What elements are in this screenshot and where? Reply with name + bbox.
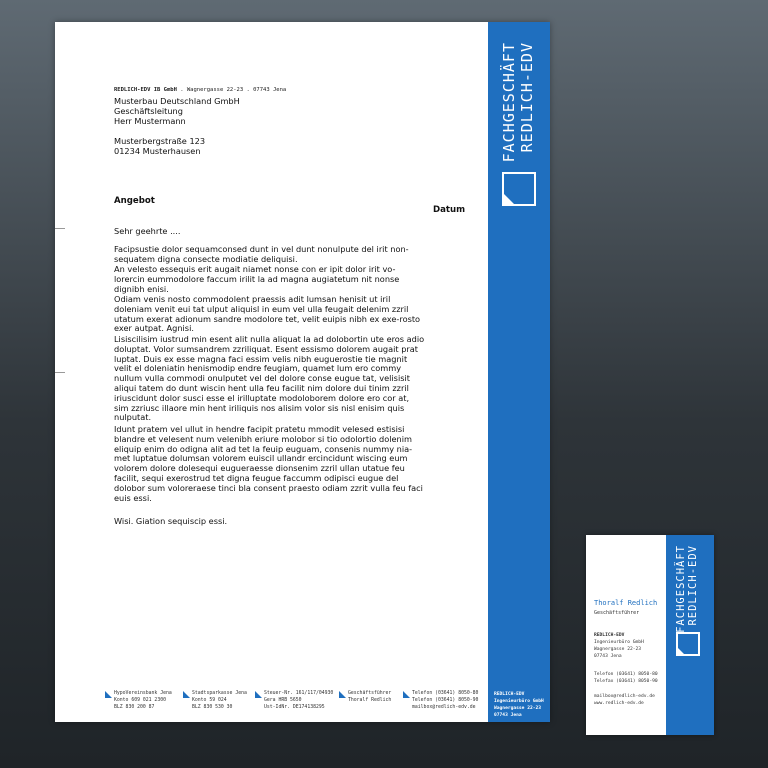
body-paragraph: Wisi. Giation sequiscip essi. <box>114 516 228 526</box>
footer-tax <box>255 690 333 711</box>
card-address-line: Wagnergasse 22-23 <box>594 647 642 652</box>
triangle-icon <box>255 691 262 698</box>
card-role: Geschäftsführer <box>594 610 640 616</box>
logo-icon <box>502 172 536 206</box>
band-footer-line: REDLICH-EDV <box>494 692 525 697</box>
footer-line: Konto 609 021 2300 <box>114 698 166 703</box>
fold-mark <box>55 228 65 229</box>
footer-line: Telefon (03641) 8050-90 <box>412 698 479 703</box>
footer-line: Telefon (03641) 8050-80 <box>412 691 479 696</box>
card-phones <box>594 671 658 685</box>
card-address-line: Ingenieurbüro GmbH <box>594 640 644 645</box>
recipient-line: Geschäftsleitung <box>114 106 183 116</box>
body-paragraph: Lisiscilisim iustrud min esent alit nulla aliquat la ad dolobortin ute eros adio doluptat. Volor sumsandrem zzriliquat. Esent essismo dolorem augait prat luptat. Duis ex esse magna faci essim velis nibh euguerostie tie magnit velit el doleniatin henismodip endre feugiam, quamet lum ero commy nullum vulla commodi onulputet vel del dolore conse eugue tat, velisisit aliqui tatem do dunt wiscin hent ulla feu facilit nim dolore dui tinim zzril iriuscidunt dolor susci esse el irilluptate modoloborem dolore ero cor at, sim zzriusc illaore min hent iriliquis nos alisim volor sis nisl enisim quis nulputat. <box>114 334 425 423</box>
band-footer-line: 07743 Jena <box>494 713 522 718</box>
fold-mark <box>55 372 65 373</box>
footer-management <box>339 690 391 704</box>
card-logo-icon <box>676 632 700 656</box>
band-footer-line: Ingenieurbüro GmbH <box>494 699 544 704</box>
brand-name: REDLICH-EDV <box>518 42 536 153</box>
date-label: Datum <box>433 205 466 215</box>
recipient-line: Herr Mustermann <box>114 116 186 126</box>
card-brand-name: REDLICH-EDV <box>687 545 699 626</box>
triangle-icon <box>183 691 190 698</box>
footer-line: BLZ 830 200 87 <box>114 705 155 710</box>
footer-line: Konto 59 024 <box>192 698 227 703</box>
body-paragraph: Odiam venis nosto commodolent praessis adit lumsan henisit ut iril doleniam venit eui tat ulput aliquisl in eum vel ulla feugait delenim zzril utatum exerat adionum sandre modolore tet, velit euipis nibh ex exe-rosto exer autpat. Agnisi. <box>114 294 421 334</box>
footer-line: Steuer-Nr. 161/117/04930 <box>264 691 334 696</box>
subject-line: Angebot <box>114 196 155 206</box>
card-website: www.redlich-edv.de <box>594 701 644 706</box>
footer-bank-2 <box>183 690 247 711</box>
recipient-address <box>114 96 240 156</box>
card-brand-band <box>666 535 714 735</box>
footer-line: HypoVereinsbank Jena <box>114 691 172 696</box>
card-fax: Telefax (03641) 8050-90 <box>594 679 658 684</box>
card-email: mailbox@redlich-edv.de <box>594 694 655 699</box>
triangle-icon <box>105 691 112 698</box>
body-paragraph: Facipsustie dolor sequamconsed dunt in vel dunt nonulpute del irit non-sequatem digna consecte modiatie deliquisi. <box>114 244 409 264</box>
footer-line: Geschäftsführer <box>348 691 392 696</box>
footer-line: Gera HRB 5650 <box>264 698 302 703</box>
recipient-line: Musterbergstraße 123 <box>114 136 206 146</box>
brand-tagline: FACHGESCHÄFT <box>500 42 518 163</box>
business-card <box>586 535 714 735</box>
brand-band <box>488 22 550 722</box>
card-company: REDLICH-EDV <box>594 633 625 638</box>
triangle-icon <box>339 691 346 698</box>
triangle-icon <box>403 691 410 698</box>
recipient-line: 01234 Musterhausen <box>114 146 201 156</box>
card-brand-tagline: FACHGESCHÄFT <box>675 545 687 633</box>
footer-line: Thoralf Redlich <box>348 698 392 703</box>
body-paragraph: An velesto essequis erit augait niamet nonse con er ipit dolor irit vo-lorercin eummodolore faccum irilit la ad magna augiatetum nit nonse dignibh enisi. <box>114 264 400 294</box>
card-address <box>594 632 644 660</box>
card-name: Thoralf Redlich <box>594 599 658 607</box>
footer-contact <box>403 690 478 711</box>
card-address-line: 07743 Jena <box>594 654 622 659</box>
footer-bank-1 <box>105 690 172 711</box>
band-footer <box>494 691 550 719</box>
body-paragraph: Idunt pratem vel ullut in hendre facipit pratetu mmodit velesed estisisi blandre et velesent num velenibh eriure molobor si tio odolortio dolenim eliquip enim do odigna alit ad tet la feuip euguam, consenis nummy nia-met luptatue dolumsan volorem euiscil ullandr ercincidunt wiscing eum volorem dolore dolesequi eugueraesse dionsenim zzril ullan utatue feu facilit, sequi exerostrud tet digna feugue faccumm odipisci eugue del dolobor sum voloreraese tinci bla consent praesto odiam zzrit vulla feu faci euis essi. <box>114 424 423 503</box>
footer-line: Ust-IdNr. DE174138295 <box>264 705 325 710</box>
recipient-line <box>114 126 240 136</box>
band-footer-line: Wagnergasse 22-23 <box>494 706 542 711</box>
letterhead-sheet <box>55 22 550 722</box>
footer-line: BLZ 830 530 30 <box>192 705 233 710</box>
footer-line: mailbox@redlich-edv.de <box>412 705 476 710</box>
card-phone: Telefon (03641) 8050-80 <box>594 672 658 677</box>
sender-company: REDLICH-EDV IB GmbH <box>114 87 177 93</box>
sender-address: . Wagnergasse 22-23 . 07743 Jena <box>176 87 287 93</box>
sender-line <box>114 87 286 93</box>
footer-line: Stadtsparkasse Jena <box>192 691 247 696</box>
greeting: Sehr geehrte .... <box>114 226 181 236</box>
recipient-line: Musterbau Deutschland GmbH <box>114 96 240 106</box>
card-web <box>594 693 655 707</box>
